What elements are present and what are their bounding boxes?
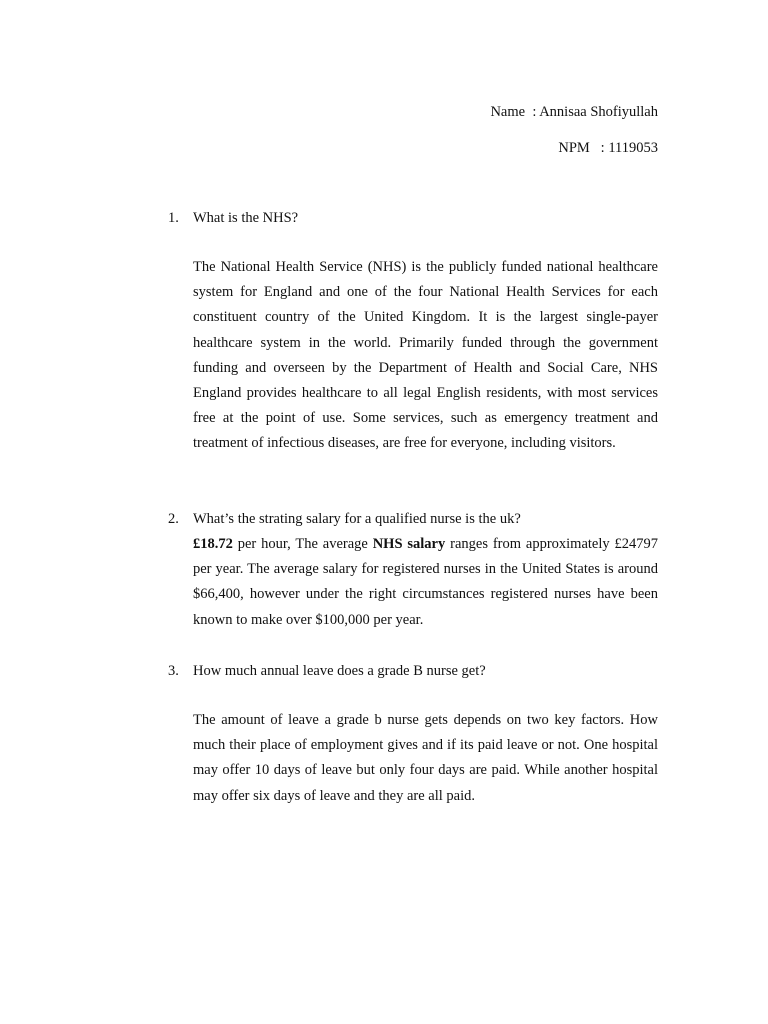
question-text: What is the NHS?	[193, 210, 299, 226]
name-separator: :	[532, 104, 537, 120]
student-npm-line	[558, 138, 658, 158]
name-label: Name	[490, 104, 526, 120]
answer-2	[193, 532, 658, 633]
answer-text: The National Health Service (NHS) is the publicly funded national healthcare system for England and one of the four National Health Services for each constituent country of the United Kingdom. It is the largest single-payer healthcare system in the world. Primarily funded through the government funding and overseen by the Department of Health and Social Care, NHS England provides healthcare to all legal English residents, with most services free at the point of use. Some services, such as emergency treatment and treatment of infectious diseases, are free for everyone, including visitors.	[193, 259, 658, 452]
npm-separator: :	[600, 140, 605, 156]
hourly-rate: £18.72	[193, 536, 233, 552]
answer-text	[193, 532, 658, 633]
answer-text: The amount of leave a grade b nurse gets depends on two key factors. How much their place of employment gives and if its paid leave or not. One hospital may offer 10 days of leave but only four days are paid. While another hospital may offer six days of leave and they are all paid.	[193, 712, 658, 804]
question-text: What’s the strating salary for a qualified nurse is the uk?	[193, 511, 521, 527]
student-name-line	[490, 102, 658, 122]
question-text: How much annual leave does a grade B nurse get?	[193, 663, 486, 679]
answer-3	[193, 708, 658, 809]
npm-label: NPM	[558, 140, 590, 156]
student-name: Annisaa Shofiyullah	[539, 104, 658, 120]
question-number: 3.	[168, 663, 179, 679]
question-number: 2.	[168, 511, 179, 527]
question-number: 1.	[168, 210, 179, 226]
answer-1	[193, 255, 658, 457]
npm-value: 1119053	[608, 140, 658, 156]
question-2	[168, 507, 658, 532]
answer-text-part-1: per hour, The average	[232, 536, 373, 552]
nhs-salary-term: NHS salary	[372, 536, 446, 552]
question-3	[168, 659, 658, 684]
answer-text-part-2: ranges from approximately £24797 per year. The average salary for registered nurses in the United States is around $66,400, however under the right circumstances registered nurses have been known to make over $100,000 per year.	[193, 536, 658, 628]
question-1	[168, 206, 658, 231]
